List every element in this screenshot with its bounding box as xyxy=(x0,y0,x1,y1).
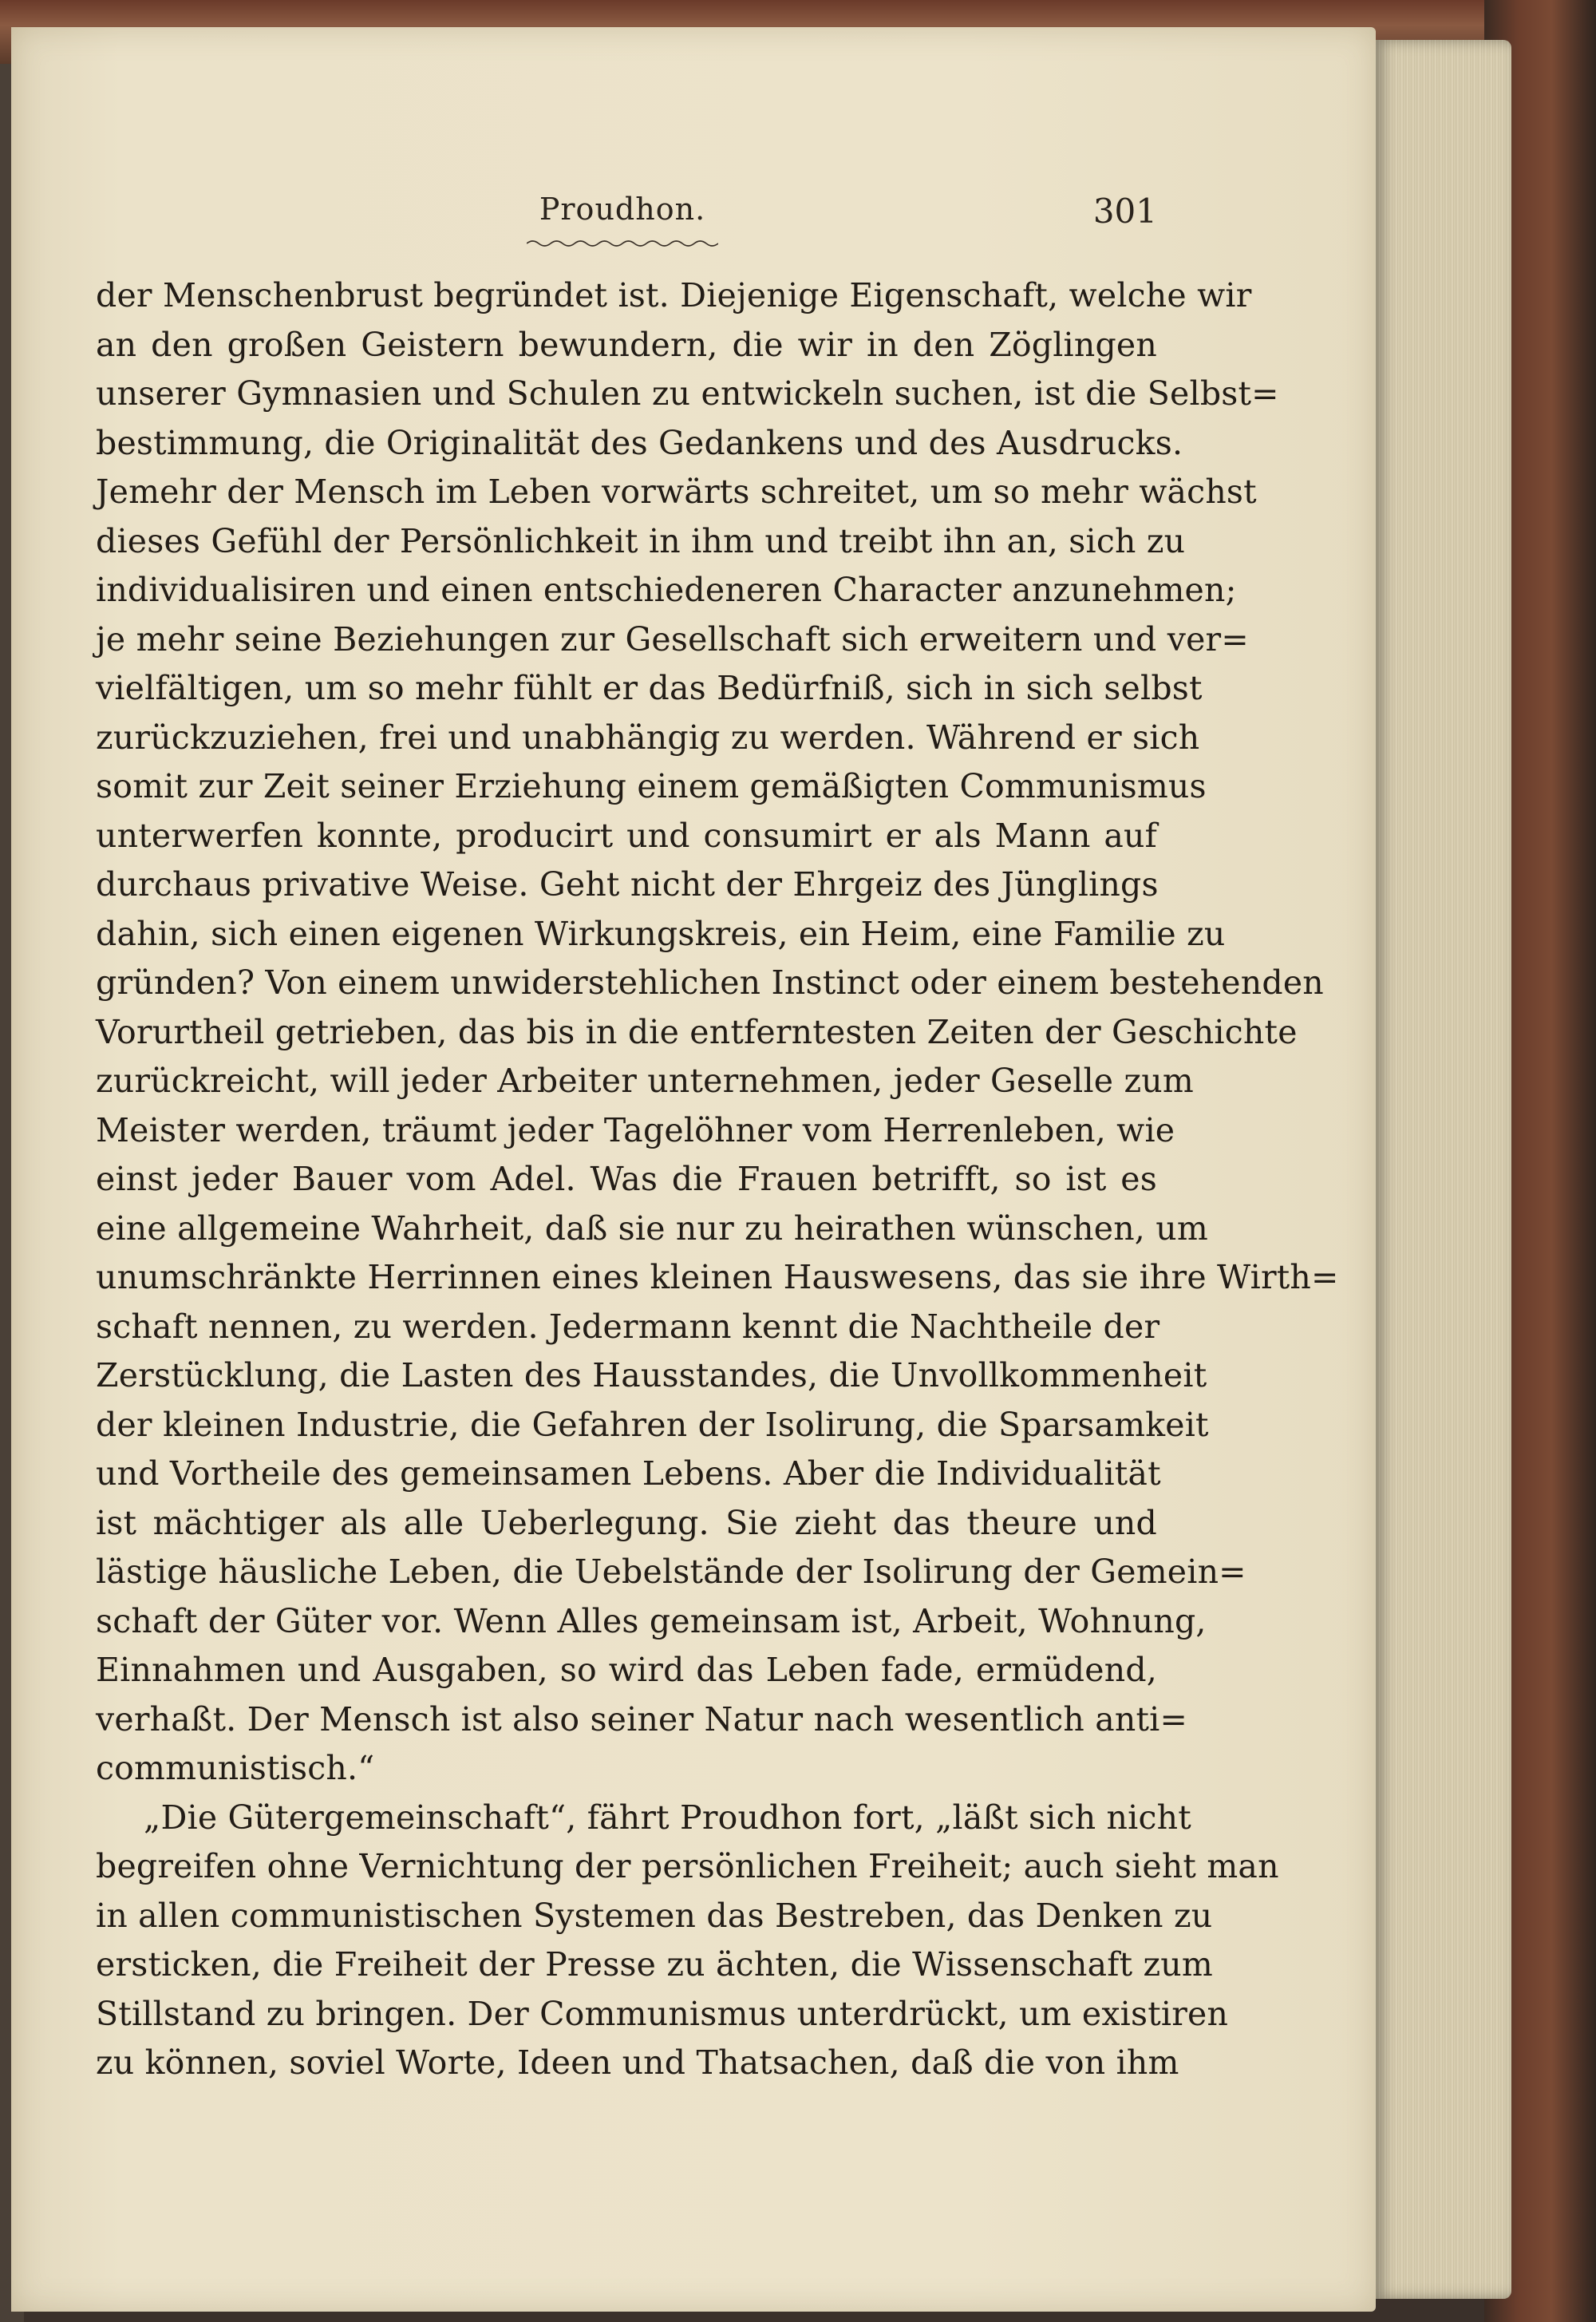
text-line: in allen communistischen Systemen das Bestreben, das Denken zu xyxy=(96,1896,1213,1935)
text-line: Einnahmen und Ausgaben, so wird das Leben fade, ermüdend, xyxy=(96,1651,1157,1689)
text-line: zurückreicht, will jeder Arbeiter unternehmen, jeder Geselle zum xyxy=(96,1062,1194,1100)
text-line: Vorurtheil getrieben, das bis in die entferntesten Zeiten der Geschichte xyxy=(96,1012,1298,1051)
text-line: dieses Gefühl der Persönlichkeit in ihm und treibt ihn an, sich zu xyxy=(96,521,1186,560)
text-line: somit zur Zeit seiner Erziehung einem gemäßigten Communismus xyxy=(96,767,1207,805)
text-line: ersticken, die Freiheit der Presse zu ächten, die Wissenschaft zum xyxy=(96,1945,1213,1984)
text-line: begreifen ohne Vernichtung der persönlichen Freiheit; auch sieht man xyxy=(96,1847,1279,1885)
text-line: lästige häusliche Leben, die Uebelstände der Isolirung der Gemein= xyxy=(96,1553,1246,1591)
page-number: 301 xyxy=(1092,192,1157,231)
text-line: einst jeder Bauer vom Adel. Was die Frauen betrifft, so ist es xyxy=(96,1160,1157,1198)
page-edges xyxy=(1376,40,1511,2299)
text-line: schaft nennen, zu werden. Jedermann kennt die Nachtheile der xyxy=(96,1307,1160,1346)
text-line: verhaßt. Der Mensch ist also seiner Natur nach wesentlich anti= xyxy=(96,1699,1188,1739)
text-line: durchaus privative Weise. Geht nicht der Ehrgeiz des Jünglings xyxy=(96,865,1159,904)
text-line: eine allgemeine Wahrheit, daß sie nur zu heirathen wünschen, um xyxy=(96,1208,1208,1248)
text-line: Stillstand zu bringen. Der Communismus unterdrückt, um existiren xyxy=(96,1994,1229,2033)
text-line: an den großen Geistern bewundern, die wir in den Zöglingen xyxy=(96,325,1157,364)
text-line: unumschränkte Herrinnen eines kleinen Hauswesens, das sie ihre Wirth= xyxy=(96,1258,1339,1296)
text-line-paragraph-end: communistisch.“ xyxy=(96,1749,375,1787)
text-line-paragraph-start: „Die Gütergemeinschaft“, fährt Proudhon fort, „läßt sich nicht xyxy=(144,1798,1191,1837)
text-line: Zerstücklung, die Lasten des Hausstandes, die Unvollkommenheit xyxy=(96,1356,1207,1394)
text-line: gründen? Von einem unwiderstehlichen Instinct oder einem bestehenden xyxy=(96,963,1324,1002)
text-line: vielfältigen, um so mehr fühlt er das Bedürfniß, sich in sich selbst xyxy=(96,669,1203,707)
wavy-rule-ornament xyxy=(527,238,718,249)
text-line: individualisiren und einen entschiedeneren Character anzunehmen; xyxy=(96,571,1237,609)
page-header xyxy=(88,192,1157,247)
text-line: zurückzuziehen, frei und unabhängig zu werden. Während er sich xyxy=(96,718,1200,757)
text-line: und Vortheile des gemeinsamen Lebens. Aber die Individualität xyxy=(96,1454,1161,1493)
text-line: dahin, sich einen eigenen Wirkungskreis, ein Heim, eine Familie zu xyxy=(96,914,1226,953)
text-line: Meister werden, träumt jeder Tagelöhner vom Herrenleben, wie xyxy=(96,1110,1175,1149)
text-line: unserer Gymnasien und Schulen zu entwickeln suchen, ist die Selbst= xyxy=(96,374,1279,413)
text-line: der kleinen Industrie, die Gefahren der Isolirung, die Sparsamkeit xyxy=(96,1405,1209,1444)
text-line: unterwerfen konnte, producirt und consumirt er als Mann auf xyxy=(96,816,1157,855)
running-title: Proudhon. xyxy=(539,192,706,227)
body-text xyxy=(96,271,1339,2088)
text-line: schaft der Güter vor. Wenn Alles gemeinsam ist, Arbeit, Wohnung, xyxy=(96,1601,1207,1640)
text-line: je mehr seine Beziehungen zur Gesellschaft sich erweitern und ver= xyxy=(96,619,1249,659)
text-line: bestimmung, die Originalität des Gedankens und des Ausdrucks. xyxy=(96,423,1183,462)
text-line: der Menschenbrust begründet ist. Diejenige Eigenschaft, welche wir xyxy=(96,276,1252,314)
text-line: ist mächtiger als alle Ueberlegung. Sie zieht das theure und xyxy=(96,1503,1157,1542)
text-line: zu können, soviel Worte, Ideen und Thatsachen, daß die von ihm xyxy=(96,2043,1179,2082)
text-line: Jemehr der Mensch im Leben vorwärts schreitet, um so mehr wächst xyxy=(96,473,1257,511)
